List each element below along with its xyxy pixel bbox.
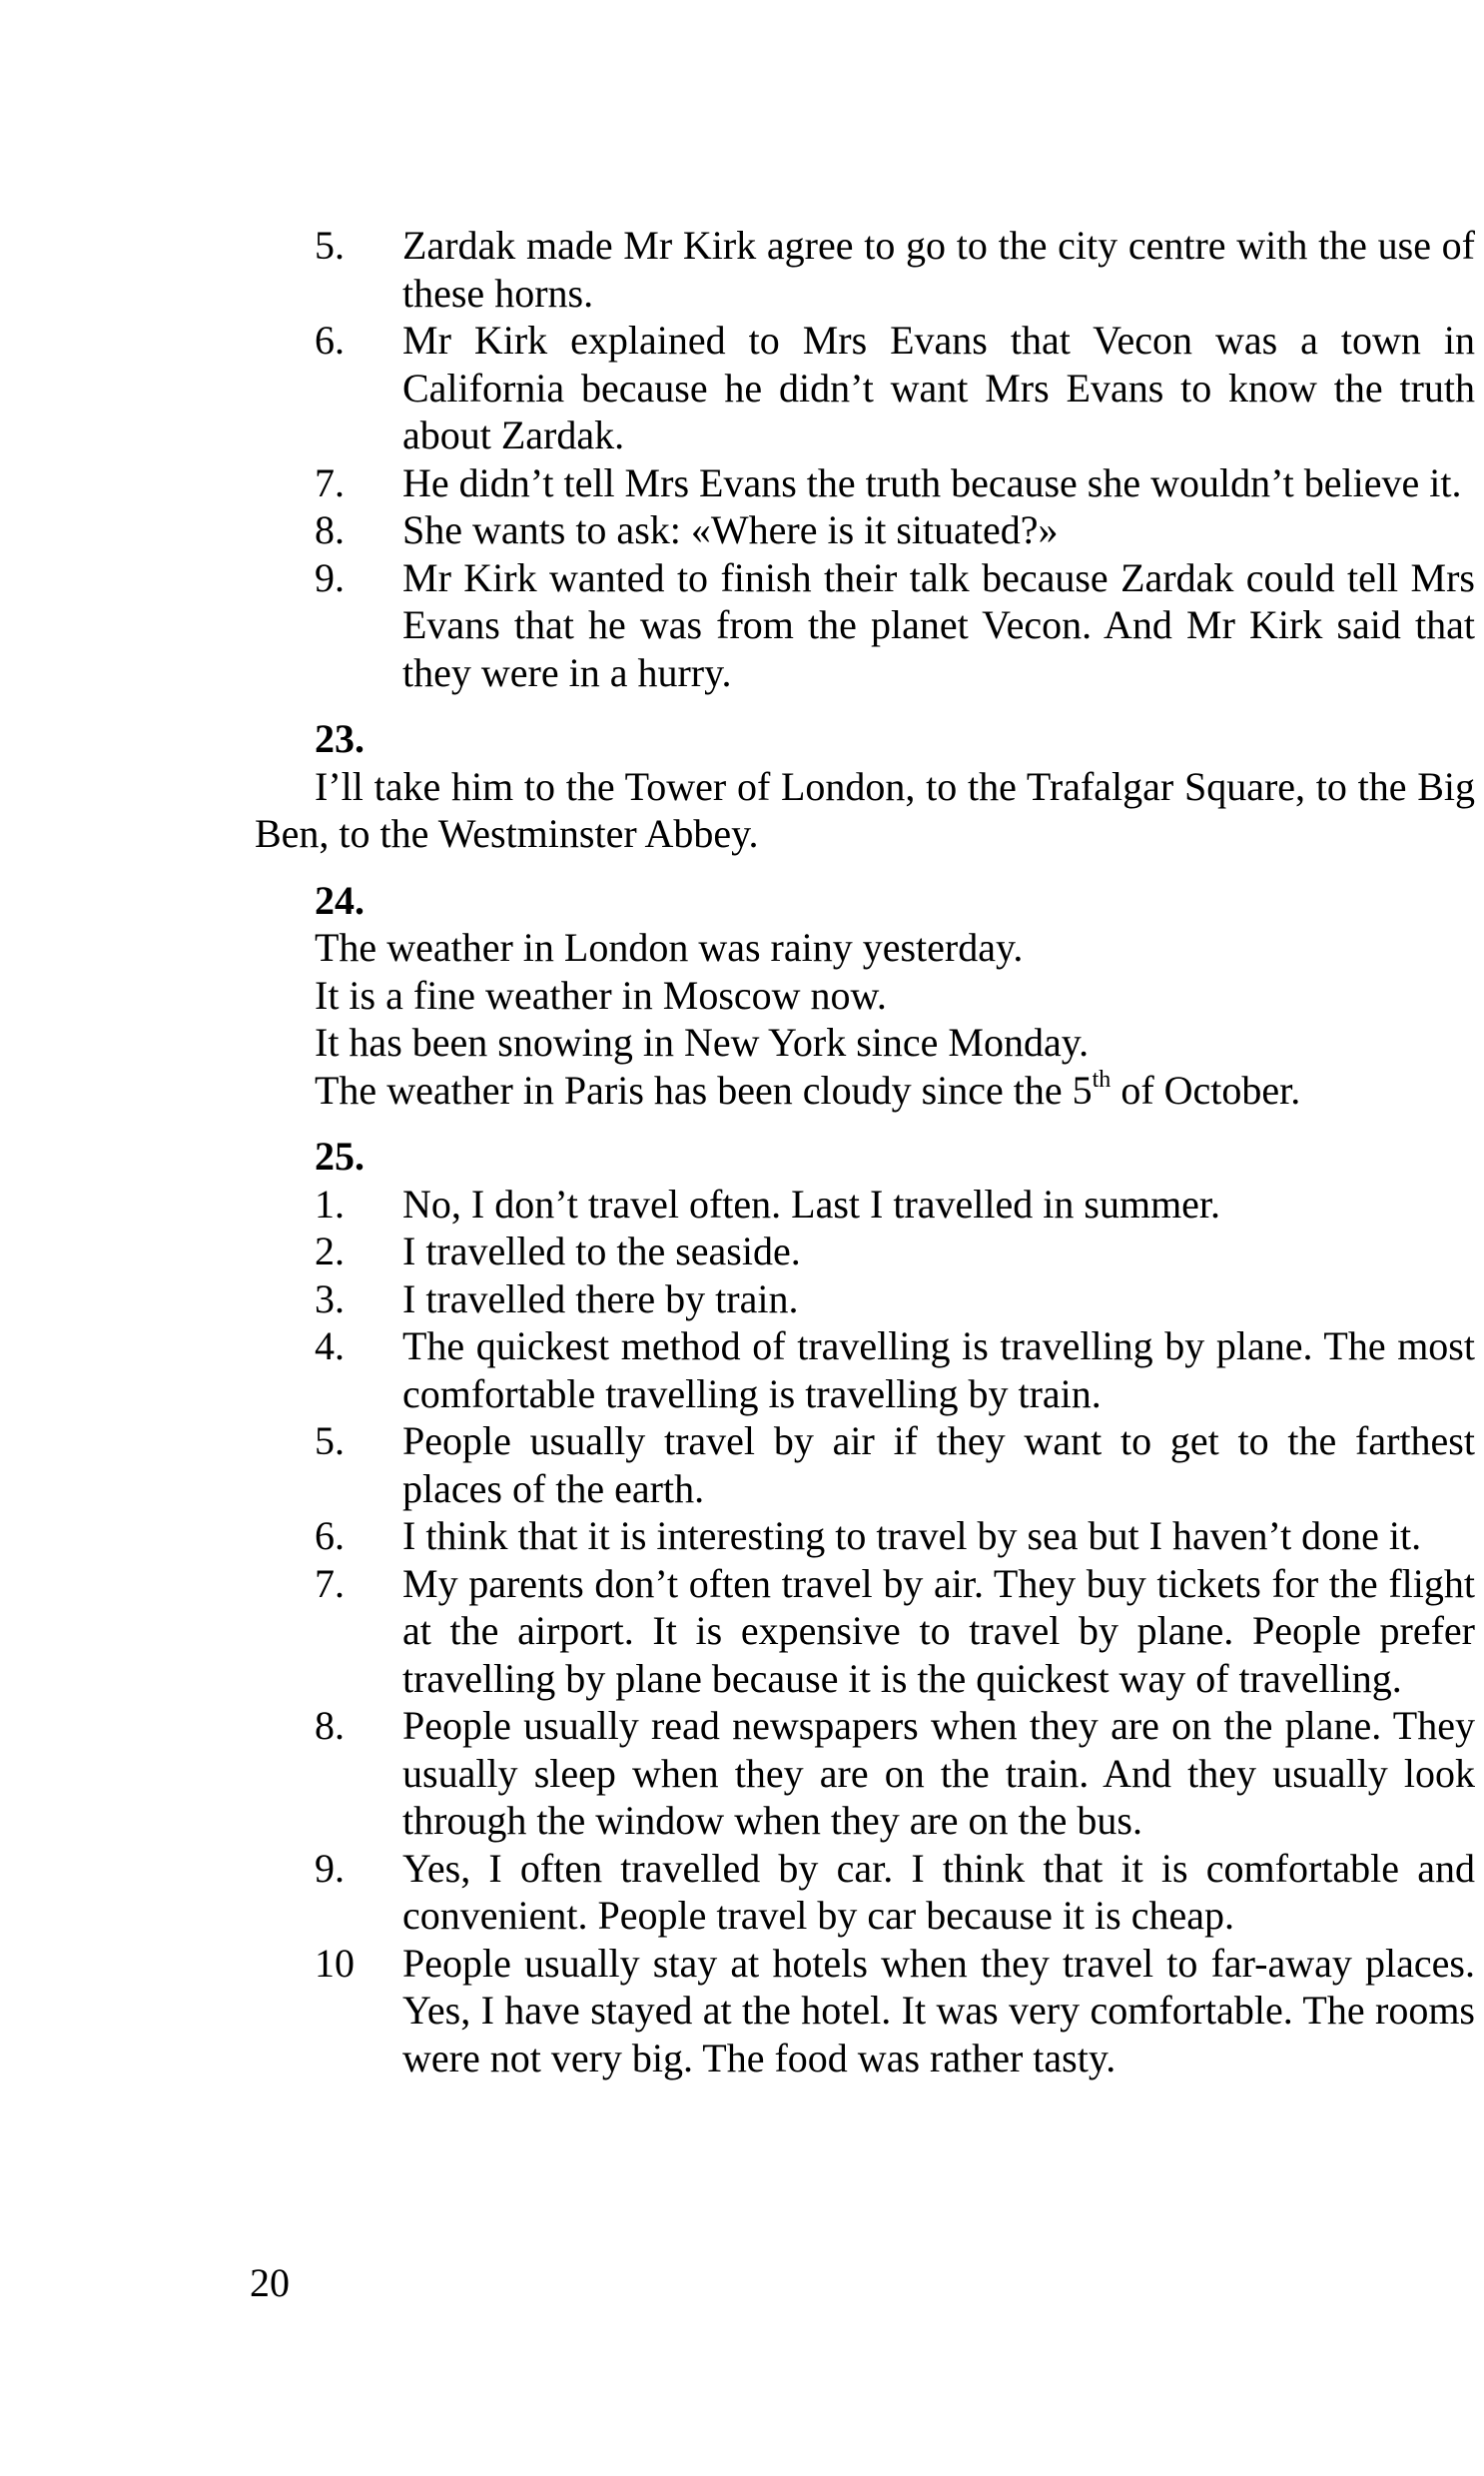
section-23-heading: 23. [315,716,365,761]
item-number: 3. [315,1275,345,1321]
list-item [315,1228,1475,1275]
item-number: 7. [315,459,345,505]
list-item [315,1940,1475,2082]
item-number: 10 [315,1940,355,1986]
list-item [315,1181,1475,1229]
item-number: 9. [315,1845,345,1891]
page-number: 20 [250,2260,290,2305]
item-number: 8. [315,507,345,552]
item-number: 4. [315,1323,345,1368]
item-number: 9. [315,554,345,600]
list-item [315,1417,1475,1512]
list-item [315,459,1475,507]
list-item [315,1275,1475,1323]
item-number: 1. [315,1181,345,1227]
list-item [315,317,1475,459]
item-number: 2. [315,1229,345,1273]
line-text: The weather in Paris has been cloudy since the 5 [315,1067,1093,1113]
item-text: Mr Kirk explained to Mrs Evans that Vecon was a town in California because he didn’t want Mrs Evans to know the truth about Zardak. [402,318,1475,457]
item-text: People usually read newspapers when they are on the plane. They usually sleep when they are on the train. And they usually look through the window when they are on the bus. [402,1703,1475,1843]
line-text: of October. [1111,1067,1301,1113]
list-item [315,554,1475,697]
item-text: My parents don’t often travel by air. They buy tickets for the flight at the airport. It is expensive to travel by plane. People prefer travelling by plane because it is the quickest way of travelling. [402,1560,1475,1701]
item-number: 6. [315,318,345,363]
item-text: Yes, I often travelled by car. I think that it is comfortable and convenient. People travel by car because it is cheap. [402,1845,1475,1938]
section-24-line [315,1067,1475,1115]
list-item [315,506,1475,554]
section-24-heading: 24. [315,877,365,923]
page-content [255,222,1475,2081]
list-item [315,1702,1475,1845]
list-item [315,1512,1475,1560]
section-25-heading: 25. [315,1134,365,1179]
item-text: No, I don’t travel often. Last I travelled in summer. [402,1181,1221,1227]
item-number: 7. [315,1560,345,1606]
item-text: People usually stay at hotels when they travel to far-away places. Yes, I have stayed at the hotel. It was very comfortable. The rooms were not very big. The food was rather tasty. [402,1940,1475,2080]
list-item [315,1560,1475,1703]
item-text: I travelled to the seaside. [402,1229,801,1273]
item-text: People usually travel by air if they want to get to the farthest places of the earth. [402,1418,1475,1511]
list-item [315,222,1475,317]
answers-22-list [255,222,1475,696]
item-text: She wants to ask: «Where is it situated?» [402,507,1059,552]
item-text: The quickest method of travelling is travelling by plane. The most comfortable travelling is travelling by train. [402,1323,1475,1416]
item-text: He didn’t tell Mrs Evans the truth because she wouldn’t believe it. [402,459,1462,505]
item-number: 5. [315,223,345,268]
list-item [315,1322,1475,1417]
list-item [315,1845,1475,1940]
section-24-line: The weather in London was rainy yesterday. [315,925,1024,970]
item-text: I think that it is interesting to travel by sea but I haven’t done it. [402,1513,1422,1558]
item-number: 5. [315,1418,345,1463]
item-text: I travelled there by train. [402,1275,799,1321]
item-number: 6. [315,1513,345,1558]
answers-25-list [255,1181,1475,2082]
section-23-text: I’ll take him to the Tower of London, to the Trafalgar Square, to the Big Ben, to the Westminster Abbey. [255,763,1475,856]
section-24-line: It is a fine weather in Moscow now. [315,972,887,1018]
item-text: Zardak made Mr Kirk agree to go to the city centre with the use of these horns. [402,223,1475,316]
ordinal-superscript: th [1092,1067,1112,1094]
item-text: Mr Kirk wanted to finish their talk because Zardak could tell Mrs Evans that he was from the planet Vecon. And Mr Kirk said that they were in a hurry. [402,554,1475,695]
section-24-line: It has been snowing in New York since Monday. [315,1020,1090,1065]
item-number: 8. [315,1703,345,1748]
